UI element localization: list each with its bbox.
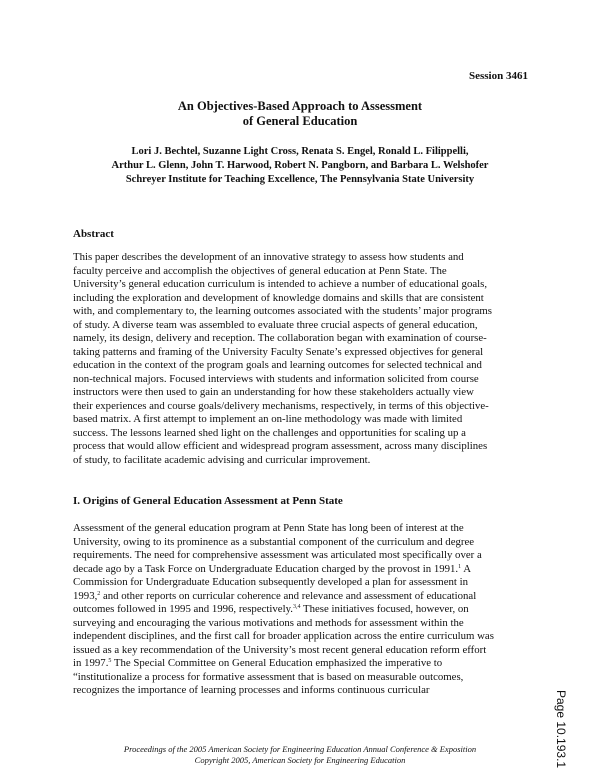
abstract-line: namely, its design, delivery and reception. The collaboration began with examination of course-	[73, 332, 487, 344]
abstract-line: faculty perceive and accomplish the objectives of general education at Penn State. The	[73, 264, 447, 277]
authors-line-2: Arthur L. Glenn, John T. Harwood, Robert N. Pangborn, and Barbara L. Welshofer	[111, 160, 489, 171]
section-1-line: Commission for Undergraduate Education subsequently developed a plan for assessment in	[73, 576, 468, 588]
abstract-line: including the exploration and development of knowledge domains and skills that are consistent	[73, 291, 484, 304]
abstract-line: of study, to facilitate academic advising and curricular improvement.	[73, 453, 371, 466]
abstract-line: process that would allow efficient and widespread program assessment, across many disciplines	[73, 440, 488, 452]
page-number-tag: Page 10.193.1	[554, 690, 568, 769]
abstract-line: with, and complementary to, the learning outcomes associated with the students’ major programs	[73, 305, 492, 317]
abstract-line: University’s general education curriculum is intended to achieve a number of educational goals,	[73, 278, 488, 290]
section-1-line: 1993,$^2$ and other reports on curricular coherence and relevance and assessment of educational	[73, 589, 477, 602]
citation-superscript: 2	[97, 590, 101, 597]
section-1-heading: I. Origins of General Education Assessment at Penn State	[73, 495, 343, 507]
abstract-line: education in the context of the program goals and learning outcomes for selected technical and	[73, 359, 482, 371]
citation-superscript: 1	[458, 563, 462, 570]
section-1-line: “institutionalize a process for formative assessment that is based on measurable outcomes,	[73, 670, 464, 683]
footer-proceedings: Proceedings of the 2005 American Society for Engineering Education Annual Conference & Exposition	[123, 744, 477, 754]
section-1-body	[73, 522, 533, 698]
abstract-line: taking patterns and framing of the University Faculty Senate’s expressed objectives for general	[73, 345, 484, 358]
section-1-line: surveying and encouraging the various motivations and methods for assessment within the	[73, 616, 464, 629]
citation-superscript: 3,4	[293, 604, 301, 610]
abstract-line: instructors were then used to gain an understanding for how these stakeholders actually view	[73, 386, 474, 398]
session-number: Session 3461	[469, 70, 528, 82]
section-1-line: recognizes the importance of learning processes and informs continuous curricular	[73, 684, 430, 696]
abstract-line: non-technical majors. Focused interviews with students and information solicited from course	[73, 372, 479, 385]
paper-title	[0, 99, 600, 129]
abstract-body	[73, 251, 533, 467]
abstract-line: success. The lessons learned shed light on the challenges and opportunities for scaling up a	[73, 426, 466, 439]
authors-line-1: Lori J. Bechtel, Suzanne Light Cross, Renata S. Engel, Ronald L. Filippelli,	[131, 146, 469, 157]
citation-superscript: 5	[108, 658, 112, 664]
abstract-line: their experiences and course goals/delivery mechanisms, respectively, in terms of this objective-	[73, 399, 489, 412]
section-1-line: issued as a key recommendation of the University’s most recent general education reform effort	[73, 643, 487, 656]
abstract-line: based matrix. A first attempt to implement an on-line methodology was made with limited	[73, 413, 463, 425]
section-1-line: independent disciplines, and the first call for broader application across the entire curriculum was	[73, 630, 494, 642]
title-line-1: An Objectives-Based Approach to Assessment	[177, 99, 423, 113]
affiliation: Schreyer Institute for Teaching Excellence, The Pennsylvania State University	[125, 174, 475, 185]
abstract-line: This paper describes the development of an innovative strategy to assess how students and	[73, 251, 464, 263]
section-1-line: in 1997.$^5$ The Special Committee on General Education emphasized the imperative to	[73, 657, 443, 669]
abstract-line: of study. A diverse team was assembled to evaluate three crucial aspects of general education,	[73, 318, 478, 331]
title-line-2: of General Education	[242, 114, 358, 128]
section-1-line: decade ago by a Task Force on Undergraduate Education charged by the provost in 1991.$^1$ A	[73, 562, 472, 575]
footer-copyright: Copyright 2005, American Society for Engineering Education	[194, 755, 406, 765]
section-1-line: University, owing to its prominence as a substantial component of the curriculum and degree	[73, 535, 475, 548]
abstract-heading: Abstract	[73, 228, 114, 240]
section-1-line: requirements. The need for comprehensive assessment was articulated most specifically over a	[73, 549, 482, 561]
section-1-line: Assessment of the general education program at Penn State has long been of interest at the	[73, 522, 464, 534]
page-footer	[0, 744, 600, 766]
author-block	[0, 145, 600, 187]
section-1-line: outcomes followed in 1995 and 1996, respectively.$^{3,4}$ These initiatives focused, however, on	[73, 603, 469, 615]
